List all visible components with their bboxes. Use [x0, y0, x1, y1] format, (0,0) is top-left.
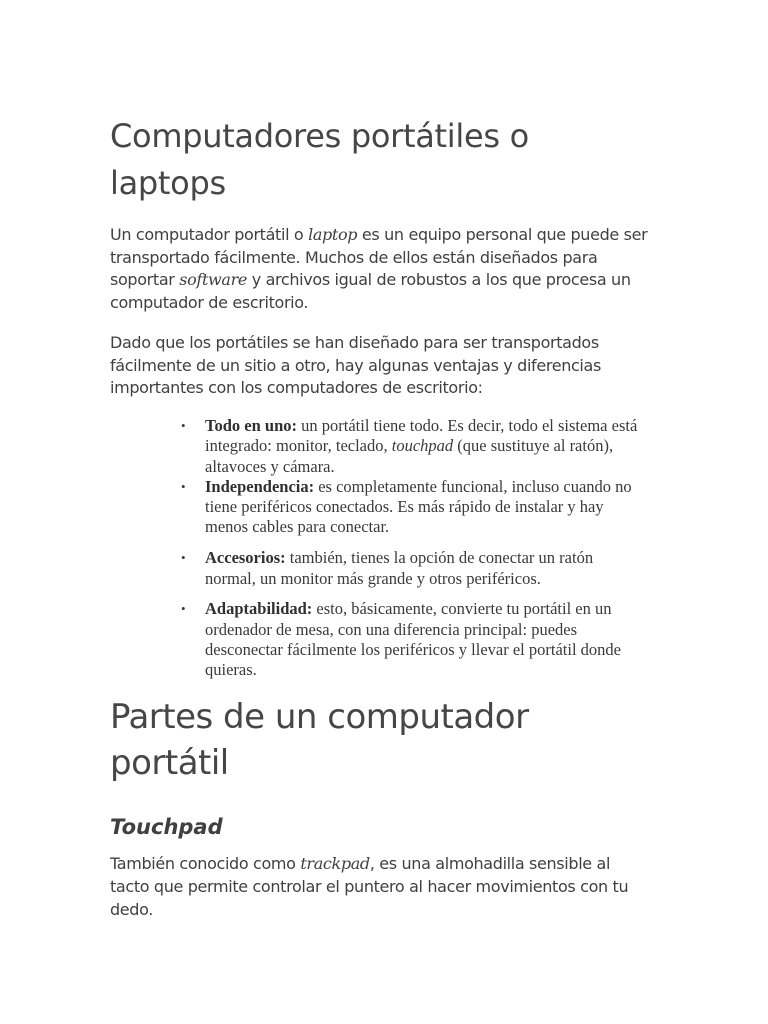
list-item-emphasis: touchpad [391, 436, 454, 456]
section-title: Partes de un computador portátil [110, 697, 529, 784]
list-item [181, 415, 645, 477]
bullet-icon: • [181, 550, 186, 566]
list-item-term: Todo en uno: [205, 415, 298, 435]
list-item-term: Independencia: [205, 476, 315, 496]
touchpad-emphasis-trackpad: trackpad [300, 854, 370, 874]
document-page [110, 113, 650, 922]
list-item [181, 476, 645, 538]
bullet-icon: • [181, 417, 186, 433]
intro-paragraph [110, 224, 650, 315]
list-item [181, 548, 645, 589]
intro-emphasis-laptop: laptop [308, 225, 358, 244]
touchpad-text-1: También conocido como [110, 854, 301, 874]
subsection-title: Touchpad [110, 815, 223, 840]
differences-paragraph: Dado que los portátiles se han diseñado para ser transportados fácilmente de un sitio a otro, hay algunas ventajas y diferencias importantes con los computadores de escritorio: [110, 332, 601, 398]
bullet-icon: • [181, 478, 186, 494]
intro-emphasis-software: software [179, 270, 247, 290]
advantages-list [110, 416, 645, 681]
page-title: Computadores portátiles o laptops [110, 117, 529, 202]
touchpad-paragraph [110, 853, 650, 921]
bullet-icon: • [181, 601, 186, 617]
touchpad-text-2: , es una almohadilla sensible al tacto que permite controlar el puntero al hacer movimientos con tu dedo. [110, 854, 629, 919]
list-item-text: es completamente funcional, incluso cuando no tiene periféricos conectados. Es más rápido de instalar y hay menos cables para conectar. [205, 476, 632, 537]
intro-text-1: Un computador portátil o [110, 225, 309, 244]
list-item [181, 599, 645, 680]
list-item-text: esto, básicamente, convierte tu portátil en un ordenador de mesa, con una diferencia principal: puedes desconectar fácilmente los periféricos y llevar el portátil donde quieras. [205, 599, 621, 680]
list-item-term: Adaptabilidad: [205, 599, 313, 619]
list-item-term: Accesorios: [205, 548, 286, 568]
intro-text-2: es un equipo personal que puede ser transportado fácilmente. Muchos de ellos están diseñados para soportar [110, 225, 648, 290]
list-item-text: (que sustituye al ratón), altavoces y cámara. [205, 436, 614, 476]
list-item-text: un portátil tiene todo. Es decir, todo el sistema está integrado: monitor, teclado, [205, 415, 638, 456]
intro-text-3: y archivos igual de robustos a los que procesa un computador de escritorio. [110, 270, 631, 313]
list-item-text: también, tienes la opción de conectar un ratón normal, un monitor más grande y otros periféricos. [205, 548, 594, 588]
